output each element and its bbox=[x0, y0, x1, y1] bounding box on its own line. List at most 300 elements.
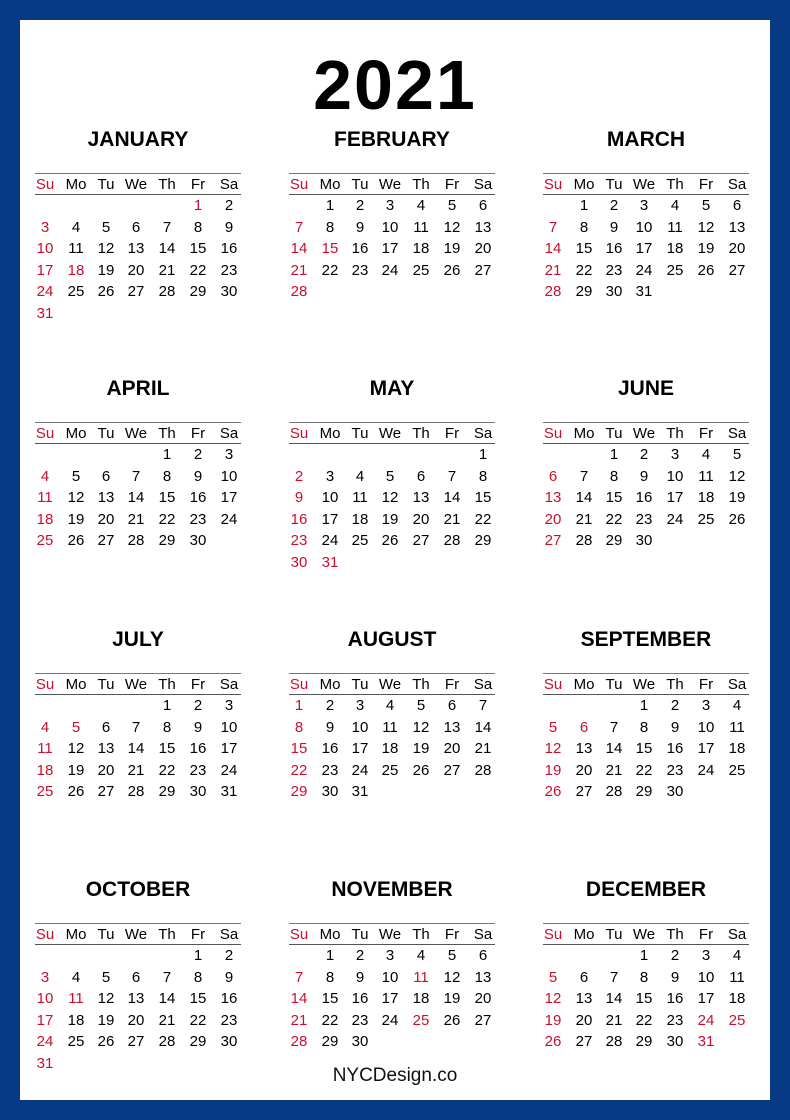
day-cell: 30 bbox=[220, 1033, 238, 1050]
day-cell: 8 bbox=[162, 718, 172, 736]
day-cell: 2 bbox=[193, 446, 203, 463]
day-cell: 22 bbox=[575, 261, 593, 279]
day-cell: 15 bbox=[290, 740, 308, 757]
weekday-label: Fr bbox=[190, 926, 206, 943]
day-cell: 5 bbox=[385, 467, 395, 485]
weekday-label: Su bbox=[289, 926, 309, 943]
day-cell: 22 bbox=[605, 510, 623, 528]
day-cell: 18 bbox=[412, 990, 430, 1007]
day-cell: 7 bbox=[478, 697, 488, 714]
weekday-rule bbox=[543, 944, 749, 945]
day-cell: 28 bbox=[290, 283, 308, 300]
day-cell: 12 bbox=[544, 990, 562, 1007]
day-cell: 21 bbox=[605, 1011, 623, 1029]
day-cell: 15 bbox=[158, 740, 176, 757]
day-cell: 27 bbox=[575, 1033, 593, 1050]
day-cell: 15 bbox=[321, 990, 339, 1007]
day-cell: 7 bbox=[131, 467, 141, 485]
day-cell: 6 bbox=[579, 968, 589, 986]
day-cell: 12 bbox=[728, 467, 746, 485]
day-cell: 16 bbox=[189, 740, 207, 757]
day-cell: 25 bbox=[381, 761, 399, 779]
day-cell: 22 bbox=[290, 761, 308, 779]
day-cell: 16 bbox=[635, 489, 653, 506]
day-cell: 3 bbox=[385, 197, 395, 214]
days-grid bbox=[35, 946, 241, 1076]
day-cell: 12 bbox=[443, 968, 461, 986]
weekday-label: Su bbox=[543, 425, 563, 442]
day-cell: 17 bbox=[381, 990, 399, 1007]
month-name: DECEMBER bbox=[585, 878, 707, 901]
day-cell: 24 bbox=[697, 1011, 715, 1029]
day-cell: 22 bbox=[189, 261, 207, 279]
day-cell: 14 bbox=[127, 489, 145, 506]
days-grid bbox=[543, 196, 749, 326]
day-cell: 3 bbox=[639, 197, 649, 214]
weekday-label: Mo bbox=[65, 926, 87, 943]
day-cell: 5 bbox=[71, 467, 81, 485]
day-cell: 5 bbox=[701, 197, 711, 214]
weekday-label: Mo bbox=[573, 176, 595, 193]
day-cell: 30 bbox=[290, 553, 308, 571]
day-cell: 14 bbox=[474, 718, 492, 736]
day-cell: 30 bbox=[189, 532, 207, 549]
weekday-rule bbox=[35, 944, 241, 945]
day-cell: 28 bbox=[158, 283, 176, 300]
day-cell: 6 bbox=[478, 947, 488, 964]
day-cell: 22 bbox=[635, 761, 653, 779]
month-name: JUNE bbox=[617, 377, 675, 400]
day-cell: 15 bbox=[474, 489, 492, 506]
month-name: FEBRUARY bbox=[334, 128, 450, 151]
day-cell: 8 bbox=[193, 968, 203, 986]
day-cell: 16 bbox=[321, 740, 339, 757]
day-cell: 26 bbox=[443, 1011, 461, 1029]
day-cell: 10 bbox=[697, 968, 715, 986]
day-cell: 20 bbox=[127, 261, 145, 279]
day-cell: 27 bbox=[97, 783, 115, 800]
day-cell: 28 bbox=[127, 783, 145, 800]
day-cell: 1 bbox=[193, 947, 203, 964]
day-cell: 9 bbox=[224, 218, 234, 236]
day-cell: 11 bbox=[413, 218, 429, 236]
day-cell: 31 bbox=[351, 783, 369, 800]
day-cell: 22 bbox=[474, 510, 492, 528]
day-cell: 19 bbox=[544, 761, 562, 779]
weekday-label: Sa bbox=[727, 176, 747, 193]
day-cell: 18 bbox=[381, 740, 399, 757]
day-cell: 17 bbox=[666, 489, 684, 506]
day-cell: 24 bbox=[220, 761, 238, 779]
days-grid bbox=[289, 196, 495, 326]
weekday-label: Fr bbox=[444, 425, 460, 442]
day-cell: 14 bbox=[575, 489, 593, 506]
day-cell: 26 bbox=[97, 1033, 115, 1050]
day-cell: 13 bbox=[127, 240, 145, 257]
day-cell: 20 bbox=[97, 761, 115, 779]
day-cell: 4 bbox=[732, 697, 742, 714]
day-cell: 12 bbox=[97, 990, 115, 1007]
day-cell: 6 bbox=[548, 467, 558, 485]
day-cell: 19 bbox=[443, 990, 461, 1007]
day-cell: 1 bbox=[162, 446, 172, 463]
day-cell: 27 bbox=[544, 532, 562, 549]
day-cell: 23 bbox=[220, 261, 238, 279]
day-cell: 10 bbox=[381, 218, 399, 236]
day-cell: 28 bbox=[290, 1033, 308, 1050]
weekday-label: Tu bbox=[605, 176, 623, 193]
day-cell: 29 bbox=[290, 783, 308, 800]
day-cell: 26 bbox=[412, 761, 430, 779]
weekday-header bbox=[289, 175, 495, 195]
month-rule bbox=[543, 923, 749, 924]
day-cell: 9 bbox=[193, 718, 203, 736]
day-cell: 7 bbox=[294, 968, 304, 986]
day-cell: 25 bbox=[67, 1033, 85, 1050]
day-cell: 11 bbox=[729, 968, 745, 986]
day-cell: 23 bbox=[666, 761, 684, 779]
day-cell: 6 bbox=[101, 718, 111, 736]
day-cell: 25 bbox=[728, 1011, 746, 1029]
day-cell: 13 bbox=[127, 990, 145, 1007]
day-cell: 31 bbox=[697, 1033, 715, 1050]
day-cell: 31 bbox=[321, 553, 339, 571]
day-cell: 4 bbox=[40, 718, 50, 736]
day-cell: 1 bbox=[639, 947, 649, 964]
day-cell: 7 bbox=[579, 467, 589, 485]
weekday-header bbox=[543, 424, 749, 444]
day-cell: 6 bbox=[732, 197, 742, 214]
weekday-label: We bbox=[124, 425, 148, 442]
day-cell: 20 bbox=[443, 740, 461, 757]
days-grid bbox=[543, 946, 749, 1076]
day-cell: 3 bbox=[40, 968, 50, 986]
day-cell: 25 bbox=[412, 261, 430, 279]
day-cell: 13 bbox=[474, 968, 492, 986]
weekday-label: Fr bbox=[444, 926, 460, 943]
day-cell: 28 bbox=[575, 532, 593, 549]
day-cell: 11 bbox=[68, 990, 84, 1007]
weekday-rule bbox=[289, 443, 495, 444]
day-cell: 26 bbox=[544, 783, 562, 800]
day-cell: 1 bbox=[162, 697, 172, 714]
day-cell: 5 bbox=[447, 197, 457, 214]
days-grid bbox=[289, 445, 495, 575]
weekday-label: Mo bbox=[319, 676, 341, 693]
month-rule bbox=[35, 173, 241, 174]
day-cell: 14 bbox=[158, 990, 176, 1007]
day-cell: 4 bbox=[71, 968, 81, 986]
weekday-label: Sa bbox=[727, 676, 747, 693]
weekday-label: Su bbox=[543, 176, 563, 193]
day-cell: 26 bbox=[544, 1033, 562, 1050]
month-rule bbox=[543, 673, 749, 674]
day-cell: 23 bbox=[189, 510, 207, 528]
day-cell: 17 bbox=[697, 740, 715, 757]
day-cell: 31 bbox=[36, 304, 54, 322]
day-cell: 21 bbox=[127, 761, 145, 779]
day-cell: 22 bbox=[321, 261, 339, 279]
day-cell: 27 bbox=[443, 761, 461, 779]
day-cell: 15 bbox=[189, 990, 207, 1007]
day-cell: 8 bbox=[294, 718, 304, 736]
weekday-label: Th bbox=[666, 926, 684, 943]
day-cell: 29 bbox=[189, 1033, 207, 1050]
day-cell: 28 bbox=[605, 1033, 623, 1050]
day-cell: 10 bbox=[220, 718, 238, 736]
day-cell: 9 bbox=[670, 718, 680, 736]
weekday-label: Sa bbox=[473, 425, 493, 442]
footer-credit: NYCDesign.co bbox=[332, 1065, 458, 1086]
day-cell: 28 bbox=[127, 532, 145, 549]
day-cell: 24 bbox=[321, 532, 339, 549]
day-cell: 3 bbox=[224, 446, 234, 463]
day-cell: 23 bbox=[351, 261, 369, 279]
weekday-label: Su bbox=[35, 176, 55, 193]
day-cell: 19 bbox=[67, 761, 85, 779]
day-cell: 16 bbox=[220, 990, 238, 1007]
day-cell: 20 bbox=[728, 240, 746, 257]
day-cell: 23 bbox=[635, 510, 653, 528]
day-cell: 20 bbox=[474, 240, 492, 257]
weekday-rule bbox=[35, 443, 241, 444]
day-cell: 7 bbox=[447, 467, 457, 485]
day-cell: 8 bbox=[639, 718, 649, 736]
day-cell: 22 bbox=[158, 761, 176, 779]
day-cell: 3 bbox=[355, 697, 365, 714]
month-name: MAY bbox=[369, 377, 415, 400]
day-cell: 10 bbox=[381, 968, 399, 986]
month-name: NOVEMBER bbox=[331, 878, 453, 901]
day-cell: 30 bbox=[666, 783, 684, 800]
day-cell: 28 bbox=[544, 283, 562, 300]
day-cell: 9 bbox=[355, 968, 365, 986]
day-cell: 15 bbox=[635, 990, 653, 1007]
day-cell: 4 bbox=[670, 197, 680, 214]
day-cell: 24 bbox=[36, 1033, 54, 1050]
day-cell: 6 bbox=[579, 718, 589, 736]
month-rule bbox=[289, 923, 495, 924]
day-cell: 6 bbox=[416, 467, 426, 485]
weekday-label: Fr bbox=[190, 176, 206, 193]
day-cell: 25 bbox=[666, 261, 684, 279]
weekday-label: Su bbox=[289, 676, 309, 693]
day-cell: 28 bbox=[443, 532, 461, 549]
day-cell: 7 bbox=[162, 968, 172, 986]
weekday-header bbox=[35, 925, 241, 945]
day-cell: 11 bbox=[667, 218, 683, 236]
weekday-label: Fr bbox=[444, 676, 460, 693]
day-cell: 7 bbox=[548, 218, 558, 236]
weekday-label: Th bbox=[158, 176, 176, 193]
month-name: SEPTEMBER bbox=[580, 628, 712, 651]
day-cell: 6 bbox=[131, 968, 141, 986]
day-cell: 1 bbox=[639, 697, 649, 714]
day-cell: 5 bbox=[447, 947, 457, 964]
day-cell: 1 bbox=[609, 446, 619, 463]
month-rule bbox=[543, 173, 749, 174]
weekday-label: Fr bbox=[698, 176, 714, 193]
day-cell: 26 bbox=[97, 283, 115, 300]
day-cell: 1 bbox=[478, 446, 488, 463]
day-cell: 2 bbox=[670, 697, 680, 714]
weekday-label: Tu bbox=[351, 676, 369, 693]
weekday-label: Fr bbox=[190, 425, 206, 442]
day-cell: 6 bbox=[131, 218, 141, 236]
weekday-rule bbox=[35, 194, 241, 195]
day-cell: 23 bbox=[321, 761, 339, 779]
day-cell: 28 bbox=[605, 783, 623, 800]
day-cell: 3 bbox=[701, 947, 711, 964]
day-cell: 21 bbox=[158, 1011, 176, 1029]
day-cell: 6 bbox=[447, 697, 457, 714]
weekday-label: Th bbox=[412, 176, 430, 193]
weekday-label: Mo bbox=[573, 926, 595, 943]
weekday-label: Mo bbox=[319, 425, 341, 442]
weekday-label: Tu bbox=[97, 176, 115, 193]
day-cell: 20 bbox=[97, 510, 115, 528]
day-cell: 18 bbox=[36, 510, 54, 528]
day-cell: 5 bbox=[71, 718, 81, 736]
day-cell: 11 bbox=[352, 489, 368, 506]
day-cell: 26 bbox=[67, 532, 85, 549]
day-cell: 29 bbox=[321, 1033, 339, 1050]
day-cell: 12 bbox=[443, 218, 461, 236]
day-cell: 13 bbox=[575, 990, 593, 1007]
day-cell: 24 bbox=[666, 510, 684, 528]
day-cell: 13 bbox=[728, 218, 746, 236]
day-cell: 8 bbox=[193, 218, 203, 236]
day-cell: 11 bbox=[68, 240, 84, 257]
day-cell: 19 bbox=[67, 510, 85, 528]
day-cell: 26 bbox=[381, 532, 399, 549]
day-cell: 10 bbox=[351, 718, 369, 736]
day-cell: 20 bbox=[127, 1011, 145, 1029]
day-cell: 19 bbox=[728, 489, 746, 506]
day-cell: 5 bbox=[548, 968, 558, 986]
day-cell: 17 bbox=[635, 240, 653, 257]
day-cell: 15 bbox=[605, 489, 623, 506]
weekday-label: Sa bbox=[473, 926, 493, 943]
weekday-rule bbox=[289, 944, 495, 945]
weekday-label: Tu bbox=[605, 676, 623, 693]
weekday-label: Th bbox=[666, 176, 684, 193]
day-cell: 25 bbox=[36, 783, 54, 800]
weekday-label: Su bbox=[35, 926, 55, 943]
day-cell: 29 bbox=[158, 783, 176, 800]
day-cell: 24 bbox=[220, 510, 238, 528]
day-cell: 18 bbox=[728, 990, 746, 1007]
day-cell: 18 bbox=[351, 510, 369, 528]
day-cell: 3 bbox=[385, 947, 395, 964]
day-cell: 1 bbox=[325, 947, 335, 964]
days-grid bbox=[543, 696, 749, 826]
day-cell: 19 bbox=[443, 240, 461, 257]
day-cell: 18 bbox=[697, 489, 715, 506]
day-cell: 2 bbox=[294, 467, 304, 485]
day-cell: 12 bbox=[97, 240, 115, 257]
day-cell: 17 bbox=[36, 261, 54, 279]
day-cell: 9 bbox=[355, 218, 365, 236]
weekday-label: Su bbox=[289, 176, 309, 193]
day-cell: 3 bbox=[224, 697, 234, 714]
weekday-label: Sa bbox=[219, 676, 239, 693]
day-cell: 16 bbox=[220, 240, 238, 257]
weekday-rule bbox=[543, 443, 749, 444]
day-cell: 17 bbox=[381, 240, 399, 257]
day-cell: 24 bbox=[36, 283, 54, 300]
day-cell: 12 bbox=[697, 218, 715, 236]
weekday-label: Fr bbox=[698, 676, 714, 693]
weekday-label: Su bbox=[35, 676, 55, 693]
month-name: MARCH bbox=[606, 128, 686, 151]
weekday-label: We bbox=[632, 425, 656, 442]
day-cell: 30 bbox=[605, 283, 623, 300]
day-cell: 11 bbox=[698, 467, 714, 485]
day-cell: 2 bbox=[355, 197, 365, 214]
day-cell: 5 bbox=[101, 968, 111, 986]
day-cell: 7 bbox=[162, 218, 172, 236]
day-cell: 17 bbox=[220, 740, 238, 757]
weekday-label: Tu bbox=[97, 676, 115, 693]
weekday-header bbox=[35, 175, 241, 195]
day-cell: 27 bbox=[474, 1011, 492, 1029]
weekday-label: We bbox=[124, 176, 148, 193]
weekday-label: Fr bbox=[190, 676, 206, 693]
day-cell: 10 bbox=[36, 990, 54, 1007]
day-cell: 21 bbox=[443, 510, 461, 528]
day-cell: 23 bbox=[666, 1011, 684, 1029]
day-cell: 14 bbox=[127, 740, 145, 757]
month-name: JANUARY bbox=[87, 128, 189, 151]
day-cell: 12 bbox=[544, 740, 562, 757]
day-cell: 10 bbox=[635, 218, 653, 236]
day-cell: 8 bbox=[162, 467, 172, 485]
day-cell: 29 bbox=[635, 783, 653, 800]
weekday-label: Mo bbox=[573, 676, 595, 693]
day-cell: 13 bbox=[474, 218, 492, 236]
day-cell: 30 bbox=[189, 783, 207, 800]
day-cell: 22 bbox=[321, 1011, 339, 1029]
day-cell: 15 bbox=[321, 240, 339, 257]
day-cell: 24 bbox=[697, 761, 715, 779]
day-cell: 21 bbox=[474, 740, 492, 757]
day-cell: 9 bbox=[609, 218, 619, 236]
weekday-label: We bbox=[124, 676, 148, 693]
day-cell: 11 bbox=[37, 489, 53, 506]
days-grid bbox=[35, 696, 241, 826]
day-cell: 2 bbox=[670, 947, 680, 964]
day-cell: 4 bbox=[71, 218, 81, 236]
day-cell: 5 bbox=[101, 218, 111, 236]
weekday-label: Sa bbox=[727, 425, 747, 442]
day-cell: 1 bbox=[325, 197, 335, 214]
day-cell: 27 bbox=[97, 532, 115, 549]
day-cell: 29 bbox=[158, 532, 176, 549]
month-name: JULY bbox=[112, 628, 164, 651]
month-rule bbox=[543, 422, 749, 423]
day-cell: 23 bbox=[189, 761, 207, 779]
day-cell: 26 bbox=[697, 261, 715, 279]
day-cell: 21 bbox=[127, 510, 145, 528]
days-grid bbox=[35, 196, 241, 326]
day-cell: 9 bbox=[193, 467, 203, 485]
day-cell: 17 bbox=[220, 489, 238, 506]
day-cell: 30 bbox=[635, 532, 653, 549]
day-cell: 10 bbox=[666, 467, 684, 485]
weekday-header bbox=[289, 675, 495, 695]
day-cell: 2 bbox=[639, 446, 649, 463]
